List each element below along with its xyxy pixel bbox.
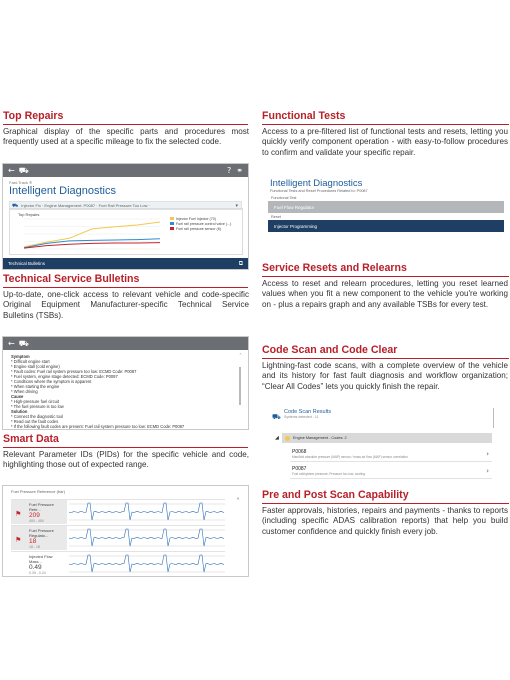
tsb-document [3,350,248,430]
pid-name: Injected Flow Mass... [29,554,53,564]
tsb-line: * Connect the diagnostic tool [11,414,64,419]
chart-legend [170,216,242,231]
tsb-line: * When driving [11,389,38,394]
tsb-line: * Conditions where the symptom is apparent [11,379,92,384]
smart-data-heading: Smart Data [3,433,248,448]
expand-triangle-icon[interactable]: ◢ [275,435,279,441]
legend-item [170,226,242,231]
smart-data-body: Relevant Parameter IDs (PIDs) for the specific vehicle and code, highlighting those out of expected range. [3,450,249,470]
external-link-icon[interactable]: ⧉ [238,259,243,267]
pid-range: 400 - 450 [29,519,44,523]
code-scan-heading: Code Scan and Code Clear [262,344,509,359]
breadcrumb: Fast-Track ® [9,180,33,185]
back-arrow-icon[interactable]: ← [8,165,15,175]
tsb-section-heading: Symptom [11,354,30,359]
fuel-flow-regulator-item[interactable]: Fuel Flow Regulator [268,201,504,213]
back-arrow-icon[interactable]: ← [8,338,15,348]
tsb-line: * Read out the fault codes [11,419,59,424]
pid-waveform [69,500,225,524]
tsb-line: * Fault codes: Fuel rail system pressure too low: ECMD Code: P0087 [11,369,137,374]
pid-caption: Fuel Pressure Reference (bar) [11,489,66,494]
dtc-code: P0087 [292,466,307,472]
pid-value: 209 [29,512,40,519]
module-label: Engine Management - Codes: 2 [293,436,347,440]
scrollbar[interactable] [239,367,241,405]
scrollbar[interactable] [493,408,495,428]
chevron-right-icon[interactable]: › [486,450,489,458]
tsb-section-heading: Solution [11,409,28,414]
functional-test-label: Functional Test [271,196,297,200]
pre-post-scan-body: Faster approvals, histories, repairs and payments - thanks to reports (including specific ADAS calibration reports) that help you build customer confidence and quickly finish every job. [262,506,508,536]
pid-name: Fuel Pressure Refe... [29,502,54,512]
reset-label: Reset [271,215,281,219]
pid-value: 18 [29,538,37,545]
code-scan-screenshot [262,406,508,482]
chart-title: Top Repairs [18,212,40,217]
tsb-section-heading: Cause [11,394,24,399]
flag-icon: ⚑ [15,510,22,518]
code-scan-body: Lightning-fast code scans, with a complete overview of the vehicle and its history for fast fault diagnosis and workflow organization; “Clear All Codes” lets you quickly finish the repair. [262,361,508,391]
pid-row[interactable] [11,551,225,576]
top-repairs-heading: Top Repairs [3,110,248,125]
intelligent-diagnostics-screenshot [2,163,249,270]
waveform-line [69,503,224,520]
functional-tests-screenshot [262,178,508,240]
pid-name: Fuel Pressure Regulato... [29,528,54,538]
screen-title: Intelligent Diagnostics [9,185,117,197]
code-row[interactable] [290,447,492,462]
waveform-line [69,529,224,546]
car-icon: ⛟ [18,165,29,175]
legend-swatch [170,222,174,225]
car-icon: ⛟ [18,338,29,348]
legend-label: Injector Fuel Injector (70) [176,216,216,221]
flag-icon: ⚑ [15,536,22,544]
legend-swatch [170,227,174,230]
code-row[interactable] [290,464,492,479]
tsb-line: * If the following fault codes are present: Fuel rail system pressure too low: ECMD Code: P0087 [11,424,185,429]
service-resets-body: Access to reset and relearn procedures, letting you reset learned values when you fit a new component to the vehicle you're working on - plus a repairs graph and any available TSBs for every test. [262,279,508,309]
legend-label: Fuel rail pressure sensor (6) [176,226,221,231]
pre-post-scan-heading: Pre and Post Scan Capability [262,489,509,504]
pid-waveform [69,552,225,576]
pid-row[interactable] [11,525,225,550]
injector-programming-item[interactable]: Injector Programming [268,220,504,232]
tsb-line: * The fuel pressure is too low [11,404,64,409]
chevron-up-icon[interactable]: ˄ [239,353,242,360]
code-scan-title: Code Scan Results [284,409,332,415]
tsb-line: * High-pressure fuel circuit [11,399,60,404]
chevron-down-icon[interactable]: ▾ [235,202,238,209]
service-resets-heading: Service Resets and Relearns [262,262,509,277]
legend-swatch [170,217,174,220]
pid-value: 0.49 [29,564,42,571]
app-toolbar [3,337,248,350]
tsb-line: * Fuel system, engine stage detected: ECMD Code: P0097 [11,374,118,379]
pid-card [11,552,67,576]
legend-label: Fuel rail pressure control valve (...) [176,221,232,226]
pid-range: 0.39 - 0.24 [29,571,46,575]
top-repairs-chart [14,215,164,255]
app-toolbar [3,164,248,177]
help-icon[interactable]: ? [227,165,232,175]
top-repairs-panel [9,208,243,255]
tsb-line: * Engine stall (cold engine) [11,364,60,369]
pid-waveform [69,526,225,550]
chevron-right-icon[interactable]: › [486,467,489,475]
footer-label: Technical Bulletins [8,261,46,266]
pid-row[interactable] [11,499,225,524]
pid-card [11,500,67,524]
tsb-screenshot [2,336,249,430]
pid-card [11,526,67,550]
code-scan-subtitle: Systems detected - 11 [284,415,319,419]
car-icon: ⛟ [272,413,281,421]
legend-item [170,221,242,226]
tsb-line: * Difficult engine start [11,359,50,364]
tsb-heading: Technical Service Bulletins [3,273,248,288]
dtc-description: Fuel rail/system pressure: Pressure too low; cooling [292,472,365,476]
vehicle-label: Injector Fix · Engine Management: P0087 · Fuel Rail Pressure Too Low · [21,203,150,208]
pid-range: 18 - 18 [29,545,40,549]
screen-title: Intelligent Diagnostics [270,178,363,189]
chevron-up-icon[interactable]: ˄ [236,497,240,506]
tsb-body: Up-to-date, one-click access to relevant vehicle and code-specific Original Equipment Manufacturer-specific Technical Service Bulletins (TSBs). [3,290,249,320]
warning-dot-icon [285,436,290,441]
functional-tests-body: Access to a pre-filtered list of functional tests and resets, letting you quickly verify component operation - with easy-to-follow procedures to confirm and validate your specific repair. [262,127,508,157]
dtc-code: P0068 [292,449,307,455]
module-header[interactable] [282,433,492,443]
functional-tests-heading: Functional Tests [262,110,509,125]
tsb-line: * When starting the engine [11,384,60,389]
link-icon[interactable]: ⚭ [236,165,243,175]
waveform-line [69,555,224,572]
technical-bulletins-bar[interactable] [3,258,248,269]
dtc-description: Manifold absolute pressure (MAP) sensor / mass air flow (MAF) sensor correlation [292,455,408,459]
smart-data-screenshot [2,485,249,577]
top-repairs-body: Graphical display of the specific parts and procedures most frequently used at a specific mileage to fix the selected code. [3,127,249,147]
screen-subtitle: Functional Tests and Reset Procedures Related to: P0087 [270,189,368,193]
car-icon: ⛟ [12,202,19,209]
